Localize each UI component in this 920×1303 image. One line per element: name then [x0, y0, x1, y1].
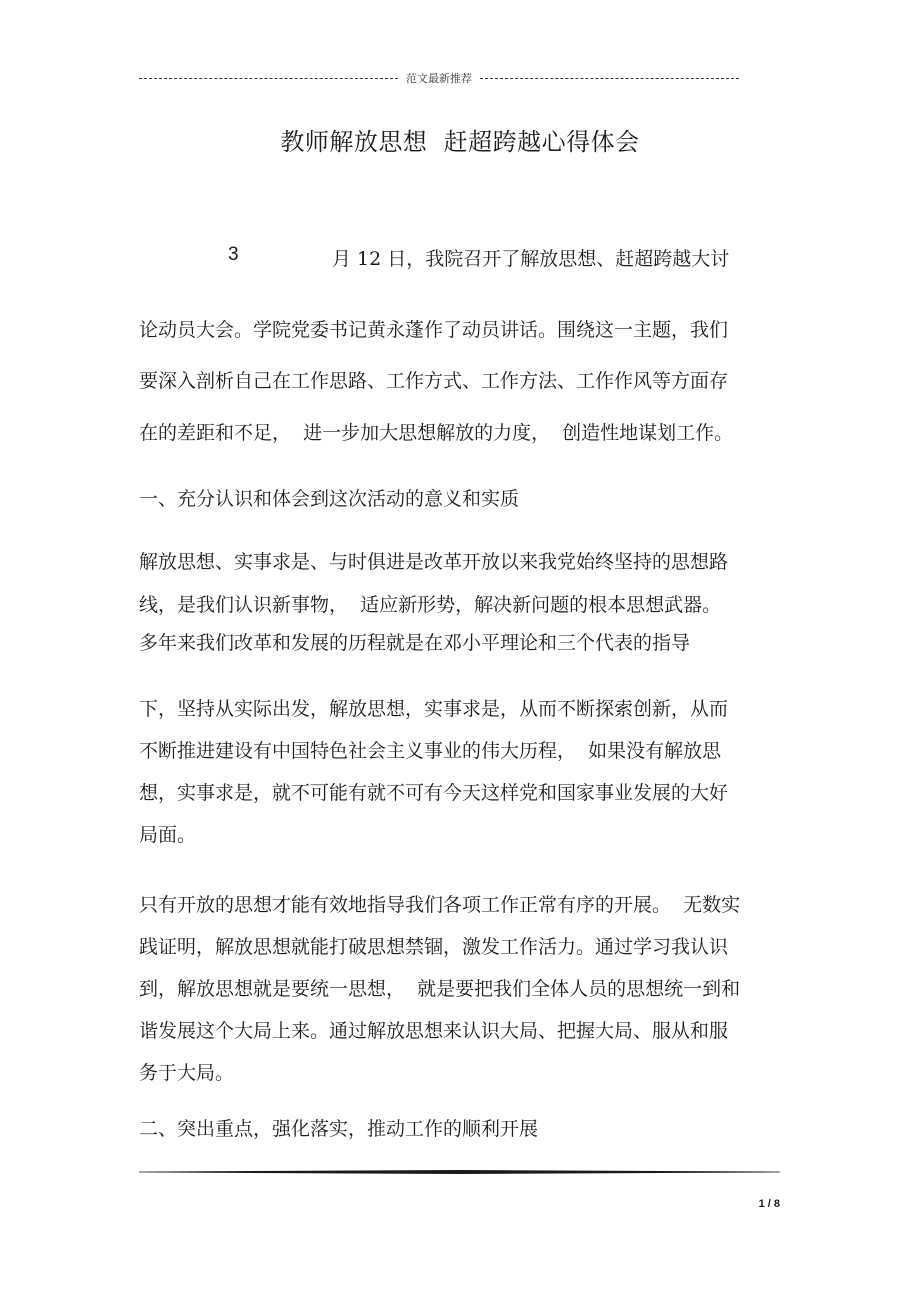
body-line: 践证明，解放思想就能打破思想禁锢，激发工作活力。通过学习我认识	[139, 936, 729, 958]
section-heading: 一、充分认识和体会到这次活动的意义和实质	[139, 488, 520, 510]
body-line: 下，坚持从实际出发，解放思想，实事求是，从而不断探索创新，从而	[139, 698, 729, 720]
body-line: 不断推进建设有中国特色社会主义事业的伟大历程， 如果没有解放思	[139, 740, 722, 762]
page-number: 1 / 8	[758, 1198, 780, 1210]
body-line: 论动员大会。学院党委书记黄永蓬作了动员讲话。围绕这一主题，我们	[139, 319, 729, 341]
body-line: 务于大局。	[139, 1062, 235, 1084]
body-line: 在的差距和不足， 进一步加大思想解放的力度， 创造性地谋划工作。	[139, 422, 734, 444]
body-line: 要深入剖析自己在工作思路、工作方式、工作方法、工作作风等方面存	[139, 370, 729, 392]
body-line: 多年来我们改革和发展的历程就是在邓小平理论和三个代表的指导	[139, 632, 691, 654]
body-line: 到，解放思想就是要统一思想， 就是要把我们全体人员的思想统一到和	[139, 978, 741, 1000]
header-dash-left	[139, 78, 398, 79]
body-line: 想，实事求是，就不可能有就不可有今天这样党和国家事业发展的大好	[139, 782, 729, 804]
date-month-number: 3	[228, 244, 239, 265]
body-line: 局面。	[139, 824, 197, 846]
section-heading: 二、突出重点，强化落实，推动工作的顺利开展	[139, 1118, 539, 1140]
body-line: 解放思想、实事求是、与时俱进是改革开放以来我党始终坚持的思想路	[139, 551, 729, 573]
footer-rule	[139, 1170, 780, 1174]
header-dash-right	[480, 78, 739, 79]
date-line-text: 月 12 日，我院召开了解放思想、赶超跨越大讨	[332, 248, 730, 270]
body-line: 线，是我们认识新事物， 适应新形势，解决新问题的根本思想武器。	[139, 594, 722, 616]
header-label: 范文最新推荐	[406, 72, 472, 85]
body-line: 谐发展这个大局上来。通过解放思想来认识大局、把握大局、服从和服	[139, 1020, 729, 1042]
body-line: 只有开放的思想才能有效地指导我们各项工作正常有序的开展。 无数实	[139, 894, 741, 916]
document-title: 教师解放思想 赶超跨越心得体会	[280, 128, 640, 156]
page-header	[139, 70, 739, 86]
